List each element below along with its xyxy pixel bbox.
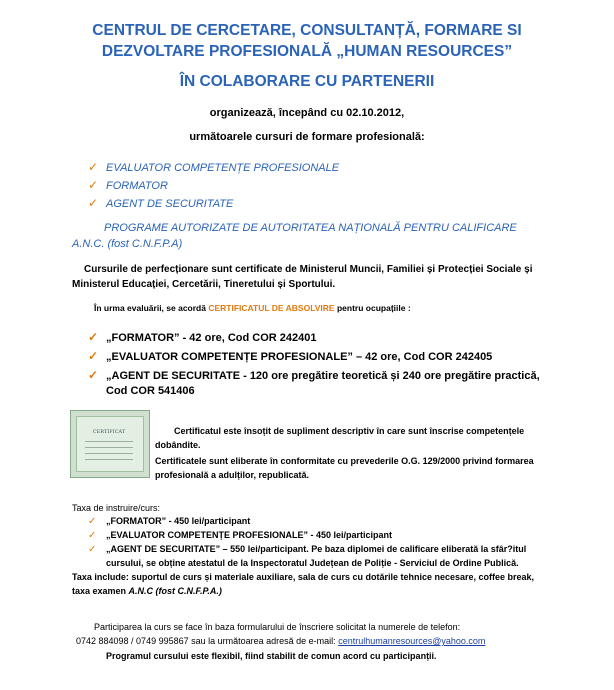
program-line-2: A.N.C. (fost C.N.F.P.A) bbox=[72, 238, 183, 250]
fee-item: ✓ „EVALUATOR COMPETENȚE PROFESIONALE” - 450 lei/participant bbox=[88, 530, 393, 541]
check-icon: ✓ bbox=[88, 349, 99, 363]
course-item: ✓ FORMATOR bbox=[88, 178, 168, 192]
partners-heading: ÎN COLABORARE CU PARTENERII bbox=[179, 73, 435, 90]
certificate-image-title: CERTIFICAT bbox=[92, 429, 126, 435]
intro-line-1: organizează, începând cu 02.10.2012, bbox=[209, 107, 405, 119]
footer-line-2: 0742 884098 / 0749 995867 sau la următoarea adresă de e-mail: centrulhumanresources@yahoo.com bbox=[76, 636, 486, 646]
cert-note-3: Certificatele sunt eliberate în conformitate cu prevederile O.G. 129/2000 privind formarea bbox=[155, 456, 534, 466]
email-link[interactable]: centrulhumanresources@yahoo.com bbox=[338, 636, 486, 646]
award-line: În urma evaluării, se acordă CERTIFICATUL DE ABSOLVIRE pentru ocupațiile : bbox=[94, 303, 411, 313]
cert-note-1: Certificatul este însoțit de supliment descriptiv în care sunt înscrise competențele bbox=[174, 426, 525, 436]
fees-title: Taxa de instruire/curs: bbox=[72, 503, 161, 513]
cert-note-2: dobândite. bbox=[155, 440, 201, 450]
check-icon: ✓ bbox=[88, 544, 97, 555]
occupation-item: ✓ „EVALUATOR COMPETENȚE PROFESIONALE” – 42 ore, Cod COR 242405 bbox=[88, 349, 493, 363]
check-icon: ✓ bbox=[88, 330, 99, 344]
award-highlight: CERTIFICATUL DE ABSOLVIRE bbox=[208, 303, 335, 313]
check-icon: ✓ bbox=[88, 178, 99, 192]
check-icon: ✓ bbox=[88, 530, 97, 541]
occupation-item: ✓ „AGENT DE SECURITATE - 120 ore pregătire teoretică și 240 ore pregătire practică, bbox=[88, 368, 540, 382]
occupation-item: ✓ „FORMATOR” - 42 ore, Cod COR 242401 bbox=[88, 330, 317, 344]
title-line-2: DEZVOLTARE PROFESIONALĂ „HUMAN RESOURCES” bbox=[101, 43, 513, 60]
fee-include-1: Taxa include: suportul de curs și materiale auxiliare, sala de curs cu dotările tehnice necesare, coffee break, bbox=[72, 572, 535, 582]
certificate-image bbox=[70, 410, 150, 478]
check-icon: ✓ bbox=[88, 368, 99, 382]
fee-continuation: cursului, se obține atestatul de la Inspectoratul Județean de Poliție - Serviciul de Ordine Publică. bbox=[106, 558, 519, 568]
fee-item: ✓ „FORMATOR” - 450 lei/participant bbox=[88, 516, 251, 527]
course-item: ✓ AGENT DE SECURITATE bbox=[88, 196, 234, 210]
check-icon: ✓ bbox=[88, 516, 97, 527]
cert-note-4: profesională a adulților, republicată. bbox=[155, 470, 310, 480]
title-line-1: CENTRUL DE CERCETARE, CONSULTANȚĂ, FORMARE SI bbox=[92, 22, 522, 39]
footer-line-3: Programul cursului este flexibil, fiind stabilit de comun acord cu participanții. bbox=[106, 651, 437, 661]
course-item: ✓ EVALUATOR COMPETENȚE PROFESIONALE bbox=[88, 160, 340, 174]
certified-line-2: Ministerul Educației, Cercetării, Tineretului și Sportului. bbox=[72, 279, 336, 290]
program-line-1: PROGRAME AUTORIZATE DE AUTORITATEA NAȚIONALĂ PENTRU CALIFICARE bbox=[104, 222, 517, 234]
intro-line-2: următoarele cursuri de formare profesională: bbox=[189, 131, 425, 143]
fee-include-2: taxa examen A.N.C (fost C.N.F.P.A.) bbox=[72, 586, 222, 596]
occupation-code: Cod COR 541406 bbox=[106, 385, 195, 397]
certified-line-1: Cursurile de perfecționare sunt certificate de Ministerul Muncii, Familiei și Protecției Sociale și bbox=[84, 264, 533, 275]
check-icon: ✓ bbox=[88, 196, 99, 210]
check-icon: ✓ bbox=[88, 160, 99, 174]
footer-line-1: Participarea la curs se face în baza formularului de înscriere solicitat la numerele de telefon: bbox=[94, 622, 461, 632]
fee-item: ✓ „AGENT DE SECURITATE” – 550 lei/participant. Pe baza diplomei de calificare eliberată la sfâr?itul bbox=[88, 544, 527, 555]
